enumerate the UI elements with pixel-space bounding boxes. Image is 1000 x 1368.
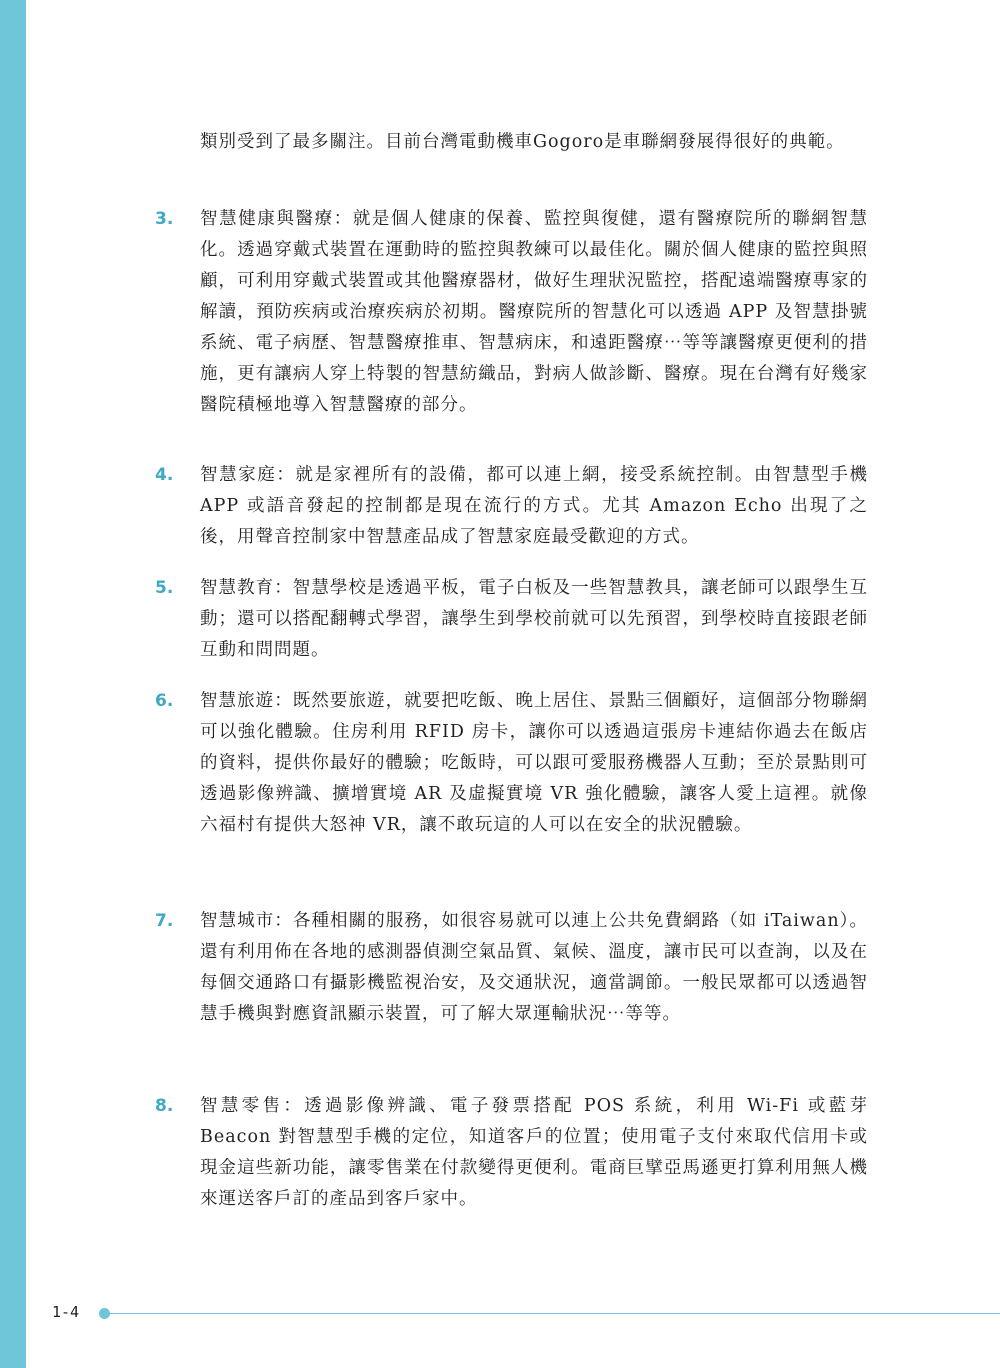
list-number-4: 4. [155, 465, 174, 485]
list-item-8-text: 智慧零售：透過影像辨識、電子發票搭配 POS 系統，利用 Wi-Fi 或藍芽 Beacon 對智慧型手機的定位，知道客戶的位置；使用電子支付來取代信用卡或現金這些新功能，讓零售業在付款變得更便利。電商巨擘亞馬遜更打算利用無人機來運送客戶訂的產品到客戶家中。 [200, 1096, 868, 1209]
list-number-7: 7. [155, 911, 174, 931]
list-number-8: 8. [155, 1096, 174, 1116]
list-number-5: 5. [155, 578, 174, 598]
list-item-7-text: 智慧城市：各種相關的服務，如很容易就可以連上公共免費網路（如 iTaiwan）。還有利用佈在各地的感測器偵測空氣品質、氣候、溫度，讓市民可以查詢，以及在每個交通路口有攝影機監視治安，及交通狀況，適當調節。一般民眾都可以透過智慧手機與對應資訊顯示裝置，可了解大眾運輸狀況⋯等等。 [200, 911, 868, 1024]
list-number-3: 3. [155, 209, 174, 229]
list-item-4-text: 智慧家庭：就是家裡所有的設備，都可以連上網，接受系統控制。由智慧型手機 APP 或語音發起的控制都是現在流行的方式。尤其 Amazon Echo 出現了之後，用聲音控制家中智慧產品成了智慧家庭最受歡迎的方式。 [200, 465, 868, 547]
list-item-5-text: 智慧教育：智慧學校是透過平板，電子白板及一些智慧教具，讓老師可以跟學生互動；還可以搭配翻轉式學習，讓學生到學校前就可以先預習，到學校時直接跟老師互動和問問題。 [200, 578, 868, 660]
list-number-6: 6. [155, 691, 174, 711]
intro-paragraph: 類別受到了最多關注。目前台灣電動機車Gogoro是車聯網發展得很好的典範。 [200, 132, 845, 152]
footer-rule [104, 1313, 1000, 1314]
list-item-3-text: 智慧健康與醫療：就是個人健康的保養、監控與復健，還有醫療院所的聯網智慧化。透過穿戴式裝置在運動時的監控與教練可以最佳化。關於個人健康的監控與照顧，可利用穿戴式裝置或其他醫療器材，做好生理狀況監控，搭配遠端醫療專家的解讀，預防疾病或治療疾病於初期。醫療院所的智慧化可以透過 APP 及智慧掛號系統、電子病歷、智慧醫療推車、智慧病床，和遠距醫療⋯等等讓醫療更便利的措施，更有讓病人穿上特製的智慧紡織品，對病人做診斷、醫療。現在台灣有好幾家醫院積極地導入智慧醫療的部分。 [200, 209, 868, 415]
list-item-6-text: 智慧旅遊：既然要旅遊，就要把吃飯、晚上居住、景點三個顧好，這個部分物聯網可以強化體驗。住房利用 RFID 房卡，讓你可以透過這張房卡連結你過去在飯店的資料，提供你最好的體驗；吃飯時，可以跟可愛服務機器人互動；至於景點則可透過影像辨識、擴增實境 AR 及虛擬實境 VR 強化體驗，讓客人愛上這裡。就像六福村有提供大怒神 VR，讓不敢玩這的人可以在安全的狀況體驗。 [200, 691, 868, 835]
page-number: 1-4 [52, 1303, 80, 1321]
side-accent-bar [0, 0, 26, 1368]
